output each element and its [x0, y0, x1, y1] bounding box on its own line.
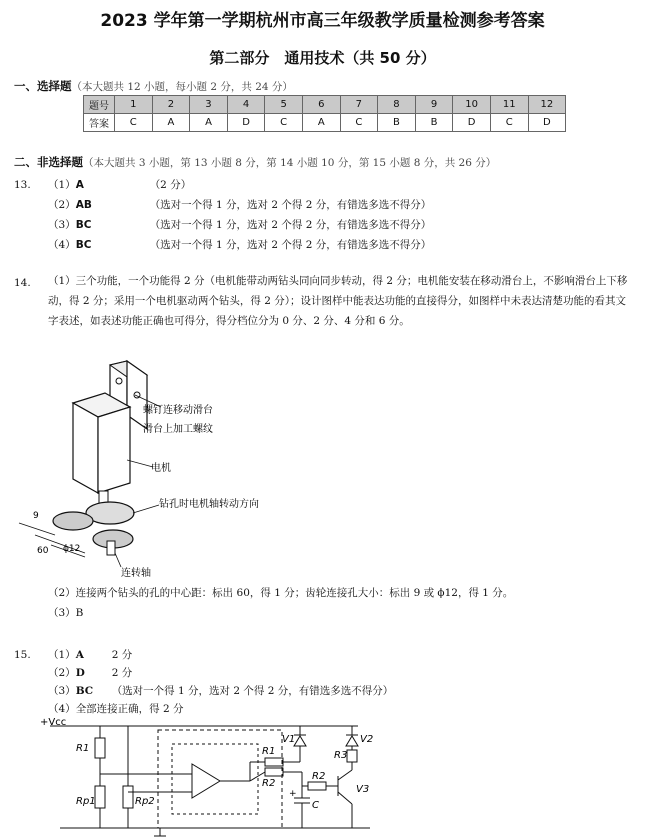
answer: 全部连接正确，得 2 分	[75, 703, 184, 715]
q13-line-3	[48, 217, 431, 232]
table-row-label: 答案	[84, 114, 115, 132]
label-r2-left: R2	[262, 778, 276, 789]
table-cell: 5	[265, 96, 303, 114]
part-label: （2）	[48, 667, 76, 679]
table-cell: B	[415, 114, 453, 132]
label-rp1: Rp1	[76, 796, 96, 807]
label-c-plus: +	[289, 789, 297, 799]
label-r3: R3	[334, 750, 348, 761]
part-label: （4）	[48, 239, 76, 251]
table-cell: 1	[115, 96, 153, 114]
answer-detail: （选对一个得 1 分，选对 2 个得 2 分，有错选多选不得分）	[149, 239, 432, 251]
q14-part2: （2）连接两个钻头的孔的中心距：标出 60，得 1 分；齿轮连接孔大小：标出 9 或 ϕ12，得 1 分。	[48, 587, 514, 599]
answer: BC	[75, 239, 92, 251]
answer: BC	[75, 219, 92, 231]
dim-phi12-label: ϕ12	[63, 544, 81, 554]
table-cell: 11	[490, 96, 528, 114]
table-cell: B	[378, 114, 416, 132]
answer-detail: （2 分）	[149, 179, 192, 191]
table-cell: 9	[415, 96, 453, 114]
q15-line-2	[48, 665, 132, 680]
label-rp2: Rp2	[135, 796, 155, 807]
label-v1: V1	[282, 734, 296, 745]
dim-60-label: 60	[37, 546, 49, 556]
label-direction: 钻孔时电机轴转动方向	[159, 499, 259, 510]
table-cell: 4	[227, 96, 265, 114]
label-vcc: +Vcc	[40, 717, 67, 728]
table-cell: C	[490, 114, 528, 132]
table-cell: 6	[302, 96, 340, 114]
table-cell: A	[302, 114, 340, 132]
answer-detail: （选对一个得 1 分，选对 2 个得 2 分，有错选多选不得分）	[149, 199, 432, 211]
answer: A	[75, 649, 84, 661]
label-shaft: 连转轴	[121, 568, 151, 579]
table-cell: C	[115, 114, 153, 132]
section1-note: （本大题共 12 小题，每小题 2 分，共 24 分）	[71, 81, 293, 93]
table-cell: D	[528, 114, 566, 132]
table-cell: C	[340, 114, 378, 132]
table-cell: 8	[378, 96, 416, 114]
table-cell: D	[227, 114, 265, 132]
table-cell: D	[453, 114, 491, 132]
dim-9-label: 9	[33, 511, 39, 521]
section2-heading	[14, 154, 496, 170]
answer: D	[75, 667, 85, 679]
part-label: （1）	[48, 179, 76, 191]
answer: AB	[75, 199, 92, 211]
answer-detail: 2 分	[111, 667, 133, 679]
part-label: （1）	[48, 649, 76, 661]
page-title: 2023 学年第一学期杭州市高三年级教学质量检测参考答案	[100, 11, 545, 31]
q15-line-4	[48, 701, 184, 716]
label-c: C	[312, 800, 319, 811]
answer: BC	[75, 685, 94, 697]
table-row-answers	[84, 114, 566, 132]
label-r1: R1	[76, 743, 90, 754]
section1-heading	[14, 78, 293, 94]
table-cell: 3	[190, 96, 228, 114]
table-row-label: 题号	[84, 96, 115, 114]
q13-line-2	[48, 197, 431, 212]
label-thread: 滑台上加工螺纹	[143, 424, 213, 435]
label-r1-right: R1	[262, 746, 276, 757]
table-cell: A	[190, 114, 228, 132]
q13-line-4	[48, 237, 431, 252]
answer-detail: （选对一个得 1 分，选对 2 个得 2 分，有错选多选不得分）	[149, 219, 432, 231]
q13-line-1	[14, 177, 191, 192]
q15-line-1	[14, 647, 132, 662]
answer-detail: 2 分	[111, 649, 133, 661]
label-screw: 螺钉连移动滑台	[143, 405, 213, 416]
label-motor: 电机	[151, 463, 171, 474]
question-number: 15.	[14, 649, 31, 661]
label-v2: V2	[360, 734, 374, 745]
table-cell: 10	[453, 96, 491, 114]
q14-number: 14.	[14, 277, 31, 289]
page-subtitle: 第二部分 通用技术（共 50 分）	[209, 49, 436, 67]
table-cell: C	[265, 114, 303, 132]
part-label: （2）	[48, 199, 76, 211]
question-number: 13.	[14, 179, 31, 191]
answer-table	[83, 95, 566, 132]
answer: A	[75, 179, 84, 191]
section1-title: 一、选择题	[14, 79, 72, 93]
part-label: （3）	[48, 685, 76, 697]
table-cell: A	[152, 114, 190, 132]
q14-part1: （1）三个功能，一个功能得 2 分（电机能带动两钻头同向同步转动，得 2 分；电机能安装在移动滑台上，不影响滑台上下移动，得 2 分；采用一个电机驱动两个钻头，得 2 分）；设计图样中能表达功能的直接得分，如图样中未表达清楚功能的看其文字表述，如表述功能正确也可得分，得分档位分为 0 分、2 分、4 分和 6 分。	[48, 275, 628, 327]
section2-title: 二、非选择题	[14, 155, 83, 169]
section2-note: （本大题共 3 小题，第 13 小题 8 分，第 14 小题 10 分，第 15 小题 8 分，共 26 分）	[83, 157, 497, 169]
q15-line-3	[48, 683, 393, 698]
table-cell: 12	[528, 96, 566, 114]
table-cell: 7	[340, 96, 378, 114]
part-label: （4）	[48, 703, 76, 715]
table-row-numbers	[84, 96, 566, 114]
drill-assembly-figure	[15, 355, 315, 585]
circuit-diagram	[40, 716, 375, 838]
part-label: （3）	[48, 219, 76, 231]
table-cell: 2	[152, 96, 190, 114]
q14-part3: （3）B	[48, 607, 84, 619]
answer-detail: （选对一个得 1 分，选对 2 个得 2 分，有错选多选不得分）	[111, 685, 394, 697]
label-v3: V3	[356, 784, 370, 795]
label-r2-right: R2	[312, 771, 326, 782]
